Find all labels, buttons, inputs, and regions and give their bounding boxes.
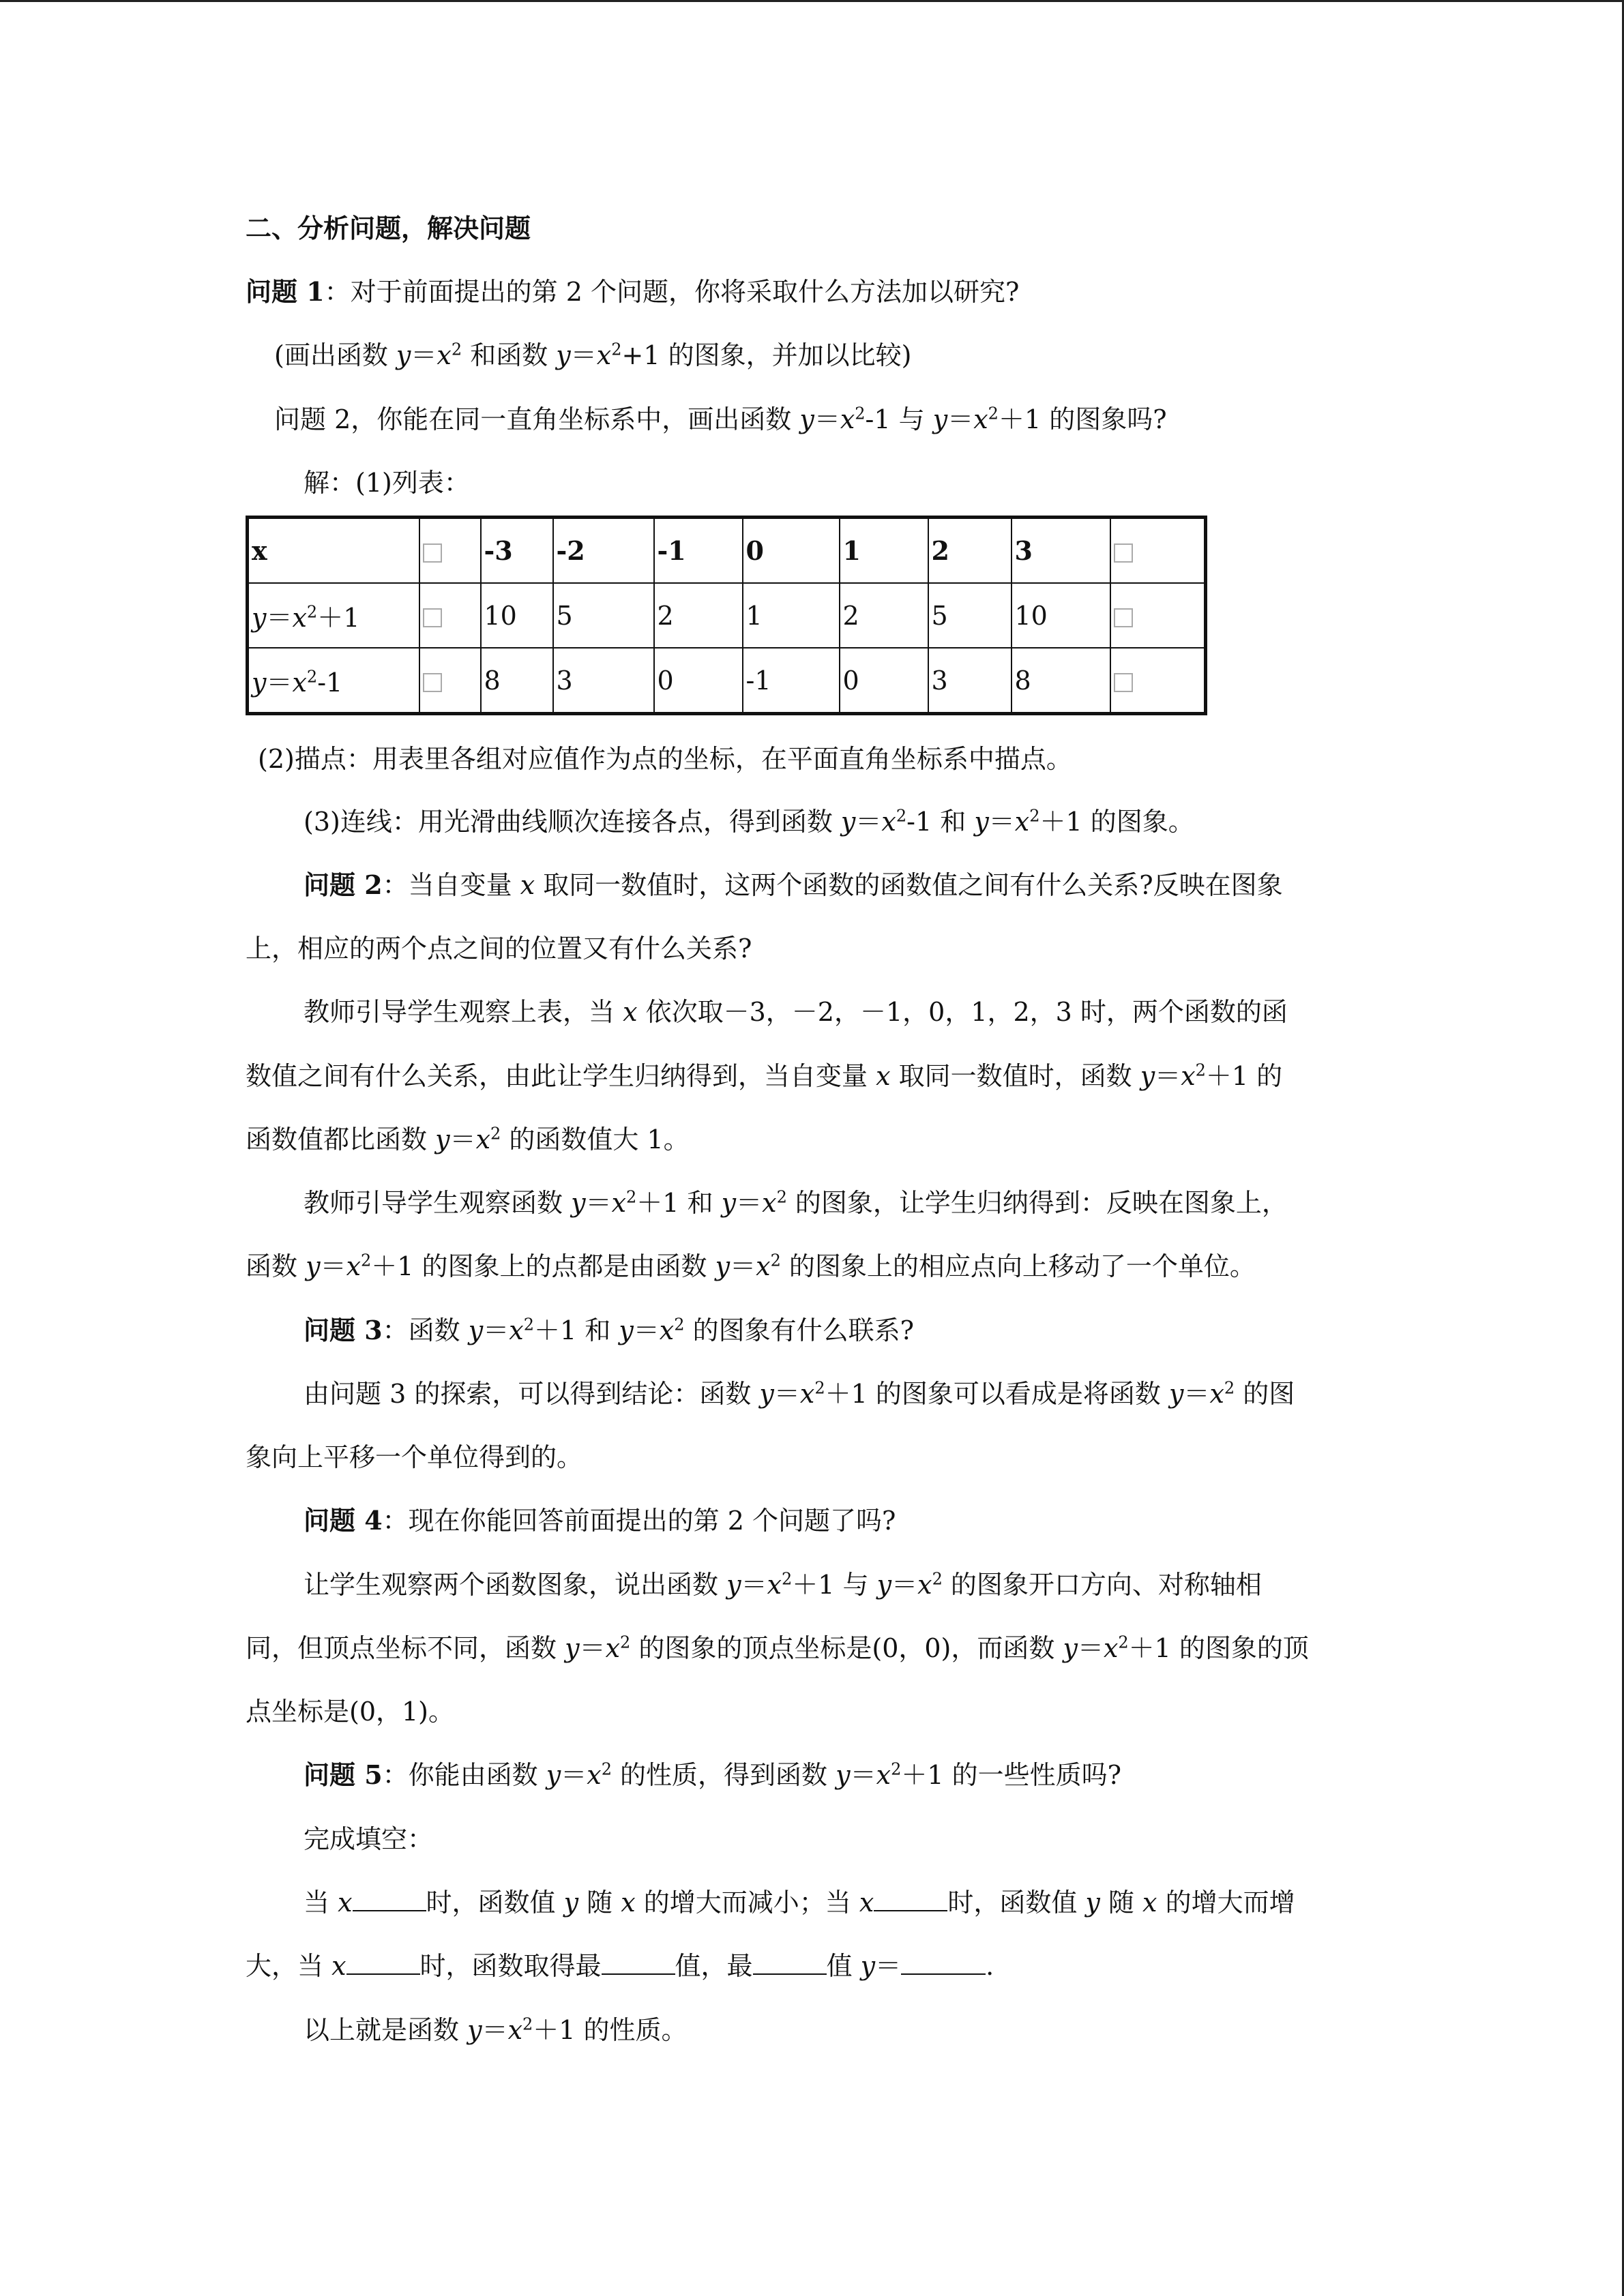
fill-in-title: 完成填空：	[304, 1824, 434, 1854]
solution-step-3: (3)连线：用光滑曲线顺次连接各点，得到函数 $y=x^2-1$ 和 $y=x^2+1$ 的图象。	[304, 806, 1194, 837]
placeholder-box-icon	[423, 608, 442, 627]
table-row-y-x2-minus-1	[248, 648, 1206, 714]
table-cell: 3	[1012, 518, 1110, 584]
table-cell: 10	[481, 583, 553, 648]
paragraph-4-line-1: 让学生观察两个函数图象，说出函数 $y=x^2+1$ 与 $y=x^2$ 的图象开口方向、对称轴相	[304, 1569, 1262, 1600]
table-cell: -2	[553, 518, 654, 584]
question-5: 问题 5：你能由函数 $y=x^2$ 的性质，得到函数 $y=x^2+1$ 的一些性质吗?	[304, 1759, 1121, 1790]
table-cell: x	[248, 518, 419, 584]
table-cell: -3	[481, 518, 553, 584]
fill-in-line-1: 当 x 时，函数值 y 随 x 的增大而减小；当 x 时，函数值 y 随 x 的增大而增	[304, 1888, 1295, 1918]
paragraph-1-line-1: 教师引导学生观察上表，当 x 依次取－3，－2，－1，0，1，2，3 时，两个函数的函	[304, 997, 1288, 1027]
fill-blank[interactable]	[346, 1950, 420, 1975]
table-cell: 8	[481, 648, 553, 714]
question-5-label: 问题 5	[304, 1759, 383, 1790]
solution-step-2: (2)描点：用表里各组对应值作为点的坐标，在平面直角坐标系中描点。	[258, 744, 1072, 774]
question-2-intro: 问题 2，你能在同一直角坐标系中，画出函数 $y=x^2-1$ 与 $y=x^2+1$ 的图象吗?	[274, 404, 1167, 434]
question-2-line-1: 问题 2：当自变量 x 取同一数值时，这两个函数的函数值之间有什么关系?反映在图象	[304, 869, 1283, 900]
placeholder-box-icon	[1114, 673, 1133, 692]
section-title: 二、分析问题，解决问题	[246, 213, 531, 243]
table-row-y-x2-plus-1	[248, 583, 1206, 648]
fill-blank[interactable]	[901, 1950, 986, 1975]
table-cell	[419, 648, 481, 714]
table-cell	[419, 518, 481, 584]
question-2-line-2: 上，相应的两个点之间的位置又有什么关系?	[246, 934, 752, 964]
question-3-label: 问题 3	[304, 1315, 383, 1345]
placeholder-box-icon	[1114, 608, 1133, 627]
table-cell	[1110, 648, 1206, 714]
question-1-label: 问题 1	[246, 276, 325, 307]
fill-in-line-2: 大，当 x 时，函数取得最 值，最 值 y＝ .	[246, 1951, 994, 1981]
table-cell: 3	[928, 648, 1012, 714]
question-2-label: 问题 2	[304, 869, 383, 900]
value-table	[246, 516, 1207, 715]
fill-blank[interactable]	[874, 1887, 947, 1911]
table-cell	[1110, 583, 1206, 648]
fill-blank[interactable]	[602, 1950, 675, 1975]
question-3: 问题 3：函数 $y=x^2+1$ 和 $y=x^2$ 的图象有什么联系?	[304, 1315, 914, 1345]
table-cell: 0	[743, 518, 840, 584]
table-cell: 2	[928, 518, 1012, 584]
table-cell: 0	[654, 648, 743, 714]
table-cell: 8	[1012, 648, 1110, 714]
paragraph-1-line-2: 数值之间有什么关系，由此让学生归纳得到，当自变量 x 取同一数值时，函数 $y=x^2+1$ 的	[246, 1060, 1283, 1091]
table-cell: 3	[553, 648, 654, 714]
table-cell: -1	[654, 518, 743, 584]
fill-blank[interactable]	[753, 1950, 827, 1975]
paragraph-3-line-2: 象向上平移一个单位得到的。	[246, 1442, 583, 1472]
question-1-answer: (画出函数 $y=x^2$ 和函数 $y=x^2+1$ 的图象，并加以比较)	[274, 340, 912, 370]
paragraph-4-line-2: 同，但顶点坐标不同，函数 $y=x^2$ 的图象的顶点坐标是(0，0)，而函数 $y=x^2+1$ 的图象的顶	[246, 1632, 1309, 1663]
placeholder-box-icon	[1114, 543, 1133, 563]
fill-blank[interactable]	[353, 1887, 426, 1911]
question-4: 问题 4：现在你能回答前面提出的第 2 个问题了吗?	[304, 1505, 896, 1536]
table-cell: 1	[743, 583, 840, 648]
paragraph-3-line-1: 由问题 3 的探索，可以得到结论：函数 $y=x^2+1$ 的图象可以看成是将函数 $y=x^2$ 的图	[304, 1378, 1295, 1409]
table-header-row	[248, 518, 1206, 584]
paragraph-2-line-2: 函数 $y=x^2+1$ 的图象上的点都是由函数 $y=x^2$ 的图象上的相应点向上移动了一个单位。	[246, 1251, 1256, 1281]
table-row-label: $y=x^2+1$	[248, 583, 419, 648]
placeholder-box-icon	[423, 543, 442, 563]
solution-step-1: 解：(1)列表：	[304, 468, 470, 498]
table-cell: 5	[928, 583, 1012, 648]
question-1-text: ：对于前面提出的第 2 个问题，你将采取什么方法加以研究?	[324, 277, 1020, 307]
table-cell: 5	[553, 583, 654, 648]
paragraph-1-line-3: 函数值都比函数 $y=x^2$ 的函数值大 1。	[246, 1124, 690, 1154]
page-top-border	[0, 0, 1624, 2]
table-cell: 2	[840, 583, 928, 648]
question-4-label: 问题 4	[304, 1505, 383, 1536]
placeholder-box-icon	[423, 673, 442, 692]
table-cell: 1	[840, 518, 928, 584]
paragraph-4-line-3: 点坐标是(0，1)。	[246, 1697, 455, 1727]
table-cell: 0	[840, 648, 928, 714]
table-cell	[1110, 518, 1206, 584]
paragraph-2-line-1: 教师引导学生观察函数 $y=x^2+1$ 和 $y=x^2$ 的图象，让学生归纳得到：反映在图象上，	[304, 1187, 1288, 1218]
table-cell: 10	[1012, 583, 1110, 648]
table-cell	[419, 583, 481, 648]
table-cell: 2	[654, 583, 743, 648]
conclusion: 以上就是函数 $y=x^2+1$ 的性质。	[304, 2014, 688, 2045]
question-1	[246, 275, 1019, 309]
table-row-label: $y=x^2-1$	[248, 648, 419, 714]
table-cell: -1	[743, 648, 840, 714]
